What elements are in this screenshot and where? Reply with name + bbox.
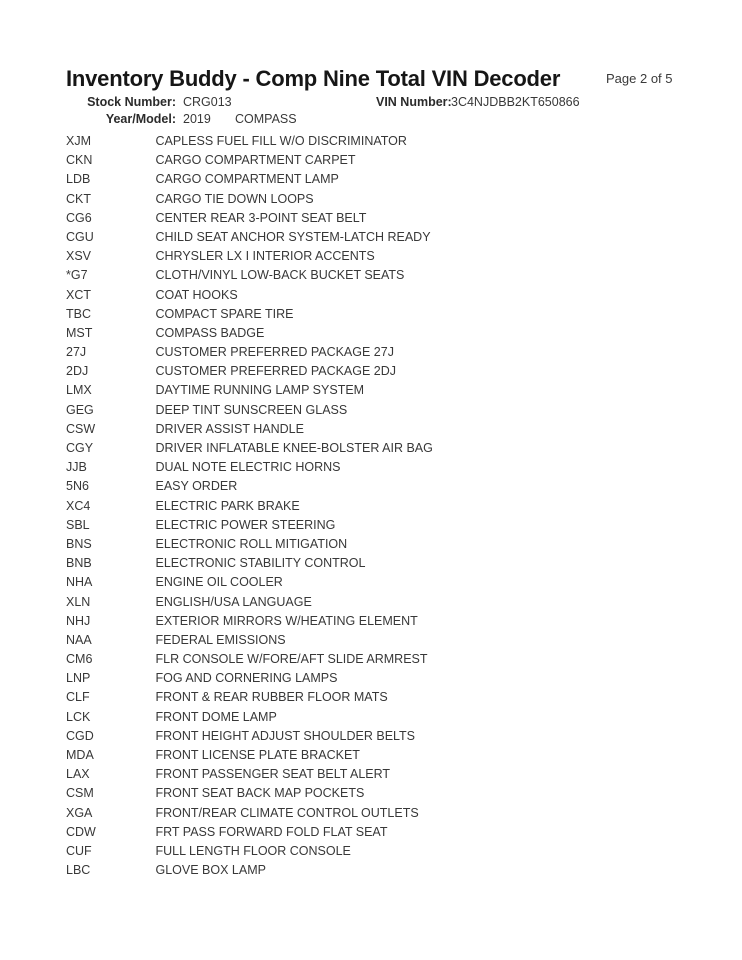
- option-row: [66, 708, 433, 727]
- option-code: XLN: [66, 594, 91, 609]
- option-description: EXTERIOR MIRRORS W/HEATING ELEMENT: [155, 613, 418, 628]
- option-code: MST: [66, 325, 93, 340]
- option-row: [66, 765, 433, 784]
- option-row: [66, 573, 433, 592]
- option-code: 5N6: [66, 479, 89, 494]
- option-description: FRONT/REAR CLIMATE CONTROL OUTLETS: [155, 805, 419, 820]
- option-code: XC4: [66, 498, 91, 513]
- option-code: CSW: [66, 421, 96, 436]
- option-code: 2DJ: [66, 364, 89, 379]
- option-row: [66, 535, 433, 554]
- option-code: CUF: [66, 843, 92, 858]
- option-description: FLR CONSOLE W/FORE/AFT SLIDE ARMREST: [155, 652, 428, 667]
- option-description: CHILD SEAT ANCHOR SYSTEM-LATCH READY: [155, 229, 431, 244]
- option-code: JJB: [66, 460, 87, 475]
- option-row: [66, 593, 433, 612]
- option-row: [66, 516, 433, 535]
- option-code: XSV: [66, 249, 92, 264]
- option-row: [66, 266, 433, 285]
- option-code: SBL: [66, 517, 90, 532]
- option-description: EASY ORDER: [155, 479, 238, 494]
- option-row: [66, 842, 433, 861]
- option-description: ENGLISH/USA LANGUAGE: [155, 594, 312, 609]
- option-description: DEEP TINT SUNSCREEN GLASS: [155, 402, 348, 417]
- option-code: CKT: [66, 191, 91, 206]
- option-description: FULL LENGTH FLOOR CONSOLE: [155, 843, 351, 858]
- option-code: CKN: [66, 153, 93, 168]
- option-row: [66, 247, 433, 266]
- option-row: [66, 228, 433, 247]
- option-description: CUSTOMER PREFERRED PACKAGE 2DJ: [155, 364, 397, 379]
- option-row: [66, 343, 433, 362]
- option-description: DRIVER INFLATABLE KNEE-BOLSTER AIR BAG: [155, 441, 433, 455]
- option-code: CGD: [66, 728, 94, 743]
- option-code: XJM: [66, 134, 91, 148]
- option-description: COMPASS BADGE: [155, 325, 265, 340]
- option-description: DRIVER ASSIST HANDLE: [155, 421, 304, 436]
- option-row: [66, 497, 433, 516]
- option-code: LDB: [66, 172, 91, 187]
- option-code: CDW: [66, 824, 96, 839]
- option-row: [66, 132, 433, 151]
- option-row: [66, 554, 433, 573]
- option-code: TBC: [66, 306, 91, 321]
- option-row: [66, 190, 433, 209]
- option-description: GLOVE BOX LAMP: [155, 863, 266, 878]
- option-code: MDA: [66, 748, 94, 762]
- option-code: CLF: [66, 690, 90, 705]
- option-code: CSM: [66, 786, 94, 801]
- option-code: LCK: [66, 709, 91, 724]
- option-description: CHRYSLER LX I INTERIOR ACCENTS: [155, 249, 375, 264]
- option-code: LAX: [66, 767, 90, 782]
- option-row: [66, 669, 433, 688]
- option-description: ENGINE OIL COOLER: [155, 575, 283, 590]
- option-row: [66, 324, 433, 343]
- option-row: [66, 458, 433, 477]
- option-description: FRONT HEIGHT ADJUST SHOULDER BELTS: [155, 728, 416, 743]
- option-code: BNS: [66, 536, 92, 551]
- option-description: FRONT SEAT BACK MAP POCKETS: [155, 786, 365, 801]
- option-description: FRONT LICENSE PLATE BRACKET: [155, 748, 360, 762]
- option-description: DAYTIME RUNNING LAMP SYSTEM: [155, 383, 365, 398]
- option-row: [66, 631, 433, 650]
- option-code: XCT: [66, 287, 91, 302]
- option-row: [66, 209, 433, 228]
- option-row: [66, 823, 433, 842]
- option-description: FRT PASS FORWARD FOLD FLAT SEAT: [155, 824, 388, 839]
- option-code: GEG: [66, 402, 94, 417]
- option-code: BNB: [66, 556, 92, 571]
- option-code: CGU: [66, 229, 94, 244]
- stock-number-value: CRG013: [183, 95, 232, 109]
- option-row: [66, 305, 433, 324]
- option-code: CGY: [66, 441, 94, 455]
- option-description: CARGO COMPARTMENT CARPET: [155, 153, 356, 168]
- option-description: ELECTRONIC STABILITY CONTROL: [155, 556, 366, 571]
- option-description: CUSTOMER PREFERRED PACKAGE 27J: [155, 345, 394, 360]
- option-row: [66, 420, 433, 439]
- option-row: [66, 439, 433, 458]
- option-row: [66, 286, 433, 305]
- option-code: LMX: [66, 383, 92, 398]
- option-description: FEDERAL EMISSIONS: [155, 632, 286, 647]
- vin-number-label: VIN Number:: [376, 95, 452, 109]
- option-code: XGA: [66, 805, 93, 820]
- option-row: [66, 804, 433, 823]
- option-code: 27J: [66, 345, 87, 360]
- option-description: ELECTRIC POWER STEERING: [155, 517, 336, 532]
- option-code: CM6: [66, 652, 93, 667]
- option-row: [66, 401, 433, 420]
- option-description: FRONT PASSENGER SEAT BELT ALERT: [155, 767, 391, 782]
- option-code: LNP: [66, 671, 91, 686]
- model-value: COMPASS: [235, 111, 297, 126]
- option-row: [66, 861, 433, 880]
- options-list: [66, 132, 433, 880]
- vin-number-value: 3C4NJDBB2KT650866: [451, 95, 580, 109]
- option-row: [66, 727, 433, 746]
- page-indicator: Page 2 of 5: [606, 71, 673, 86]
- option-description: COMPACT SPARE TIRE: [155, 306, 294, 321]
- option-row: [66, 362, 433, 381]
- year-model-label: Year/Model:: [105, 111, 176, 126]
- option-row: [66, 151, 433, 170]
- option-code: LBC: [66, 863, 91, 878]
- option-description: FRONT & REAR RUBBER FLOOR MATS: [155, 690, 388, 705]
- option-row: [66, 746, 433, 765]
- option-code: *G7: [66, 268, 88, 283]
- option-description: CAPLESS FUEL FILL W/O DISCRIMINATOR: [155, 134, 407, 148]
- option-code: CG6: [66, 210, 92, 225]
- option-description: DUAL NOTE ELECTRIC HORNS: [155, 460, 341, 475]
- option-row: [66, 381, 433, 400]
- option-code: NAA: [66, 632, 92, 647]
- option-description: ELECTRIC PARK BRAKE: [155, 498, 300, 513]
- option-description: CENTER REAR 3-POINT SEAT BELT: [155, 210, 367, 225]
- option-description: FRONT DOME LAMP: [155, 709, 277, 724]
- option-row: [66, 170, 433, 189]
- option-description: ELECTRONIC ROLL MITIGATION: [155, 536, 348, 551]
- option-row: [66, 612, 433, 631]
- option-description: CARGO TIE DOWN LOOPS: [155, 191, 314, 206]
- option-row: [66, 650, 433, 669]
- option-code: NHJ: [66, 613, 91, 628]
- stock-number-label: Stock Number:: [87, 95, 176, 109]
- option-code: NHA: [66, 575, 93, 590]
- option-description: COAT HOOKS: [155, 287, 238, 302]
- page-title: Inventory Buddy - Comp Nine Total VIN Decoder: [66, 66, 561, 91]
- option-description: CARGO COMPARTMENT LAMP: [155, 172, 339, 187]
- option-description: FOG AND CORNERING LAMPS: [155, 671, 338, 686]
- option-row: [66, 477, 433, 496]
- option-row: [66, 784, 433, 803]
- option-description: CLOTH/VINYL LOW-BACK BUCKET SEATS: [155, 268, 405, 283]
- option-row: [66, 688, 433, 707]
- year-value: 2019: [183, 111, 211, 126]
